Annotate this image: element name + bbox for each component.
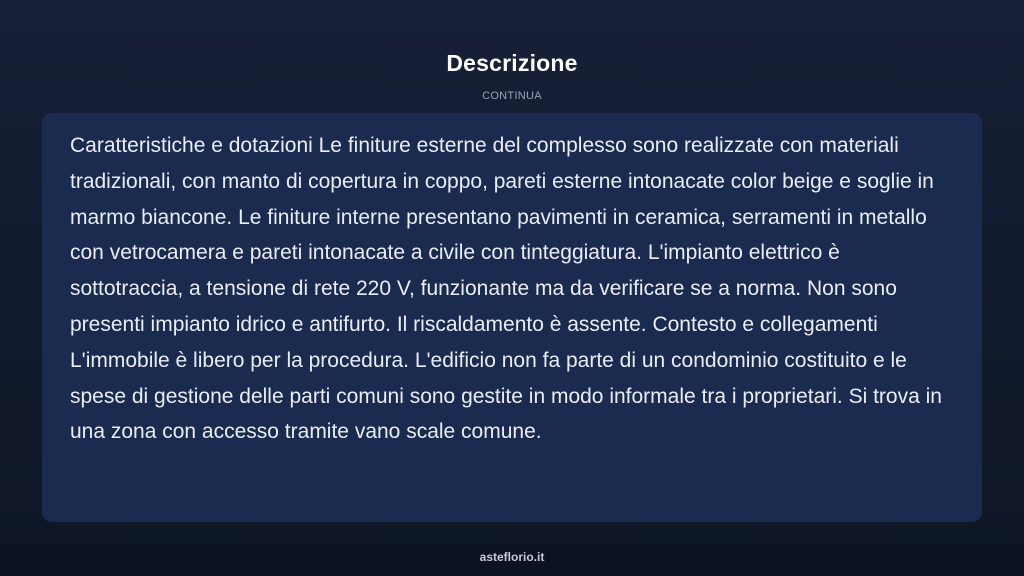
description-card	[42, 113, 982, 522]
section-subtitle: CONTINUA	[482, 90, 542, 102]
footer-site-label: asteflorio.it	[479, 550, 545, 564]
description-text: Caratteristiche e dotazioni Le finiture esterne del complesso sono realizzate con materiali tradizionali, con manto di copertura in coppo, pareti esterne intonacate color beige e soglie in marmo biancone. Le finiture interne presentano pavimenti in ceramica, serramenti in metallo con vetrocamera e pareti intonacate a civile con tinteggiatura. L'impianto elettrico è sottotraccia, a tensione di rete 220 V, funzionante ma da verificare se a norma. Non sono presenti impianto idrico e antifurto. Il riscaldamento è assente. Contesto e collegamenti L'immobile è libero per la procedura. L'edificio non fa parte di un condominio costituito e le spese di gestione delle parti comuni sono gestite in modo informale tra i proprietari. Si trova in una zona con accesso tramite vano scale comune.	[70, 134, 942, 444]
page-title: Descrizione	[446, 50, 578, 76]
footer-bar	[0, 543, 1024, 576]
